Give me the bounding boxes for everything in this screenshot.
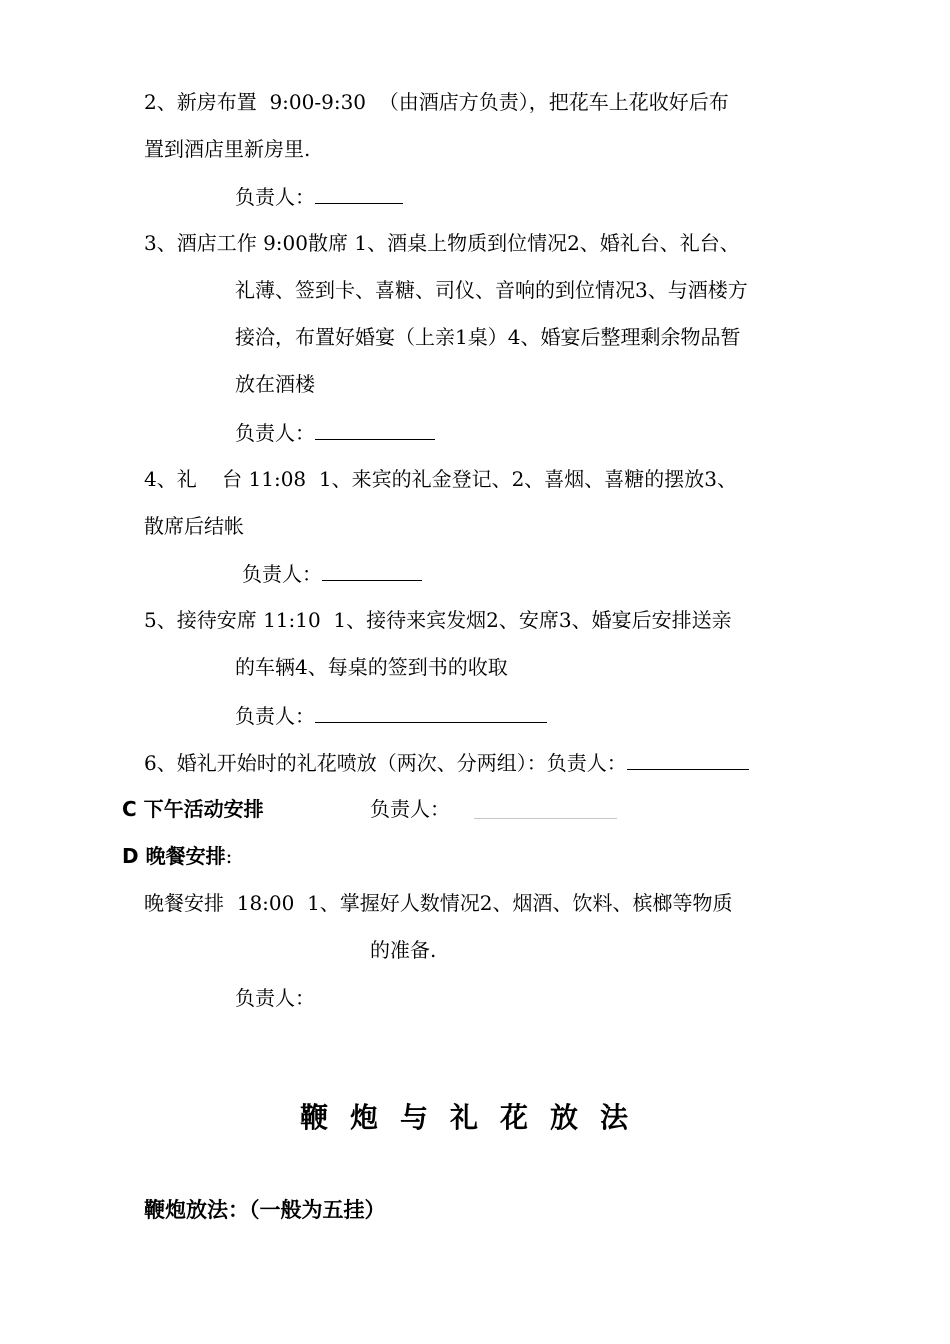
owner-blank <box>315 183 403 204</box>
section-c-title: C 下午活动安排 <box>122 797 264 821</box>
item-2-owner <box>235 183 403 210</box>
section-c-owner-blank <box>474 818 617 819</box>
item-3-line-2: 礼薄、签到卡、喜糖、司仪、音响的到位情况3、与酒楼方 <box>235 278 748 302</box>
item-2-line-1: 2、新房布置 9:00-9:30 （由酒店方负责），把花车上花收好后布 <box>144 90 729 114</box>
item-3-owner <box>235 419 435 446</box>
item-3-line-3: 接洽，布置好婚宴（上亲1桌）4、婚宴后整理剩余物品暂 <box>235 325 741 349</box>
owner-label: 负责人： <box>370 797 450 821</box>
item-5-line-1: 5、接待安席 11:10 1、接待来宾发烟2、安席3、婚宴后安排送亲 <box>144 608 732 632</box>
section-d-owner: 负责人： <box>235 986 315 1010</box>
section-c-owner <box>370 796 450 822</box>
section-d-title: D 晚餐安排 <box>122 844 226 868</box>
owner-blank <box>315 419 435 440</box>
item-3-line-1: 3、酒店工作 9:00散席 1、酒桌上物质到位情况2、婚礼台、礼台、 <box>144 231 740 255</box>
owner-blank <box>322 560 422 581</box>
item-5-line-2: 的车辆4、每桌的签到书的收取 <box>235 655 508 679</box>
item-5-owner <box>235 702 547 729</box>
subheading: 鞭炮放法：（一般为五挂） <box>144 1198 386 1222</box>
section-d-title-line <box>122 843 232 869</box>
section-d-line-1: 晚餐安排 18:00 1、掌握好人数情况2、烟酒、饮料、槟榔等物质 <box>144 891 733 915</box>
item-6-text: 6、婚礼开始时的礼花喷放（两次、分两组）：负责人： <box>144 751 627 775</box>
item-6-line-1 <box>144 749 749 776</box>
owner-label: 负责人： <box>235 185 315 209</box>
owner-label: 负责人： <box>235 421 315 445</box>
section-d-colon: : <box>225 844 233 868</box>
item-3-line-4: 放在酒楼 <box>235 372 315 396</box>
owner-label: 负责人： <box>242 562 322 586</box>
item-4-owner <box>242 560 422 587</box>
section-d-line-2: 的准备. <box>370 938 437 962</box>
item-4-line-1: 4、礼 台 11:08 1、来宾的礼金登记、2、喜烟、喜糖的摆放3、 <box>144 467 738 491</box>
owner-label: 负责人： <box>235 704 315 728</box>
item-4-line-2: 散席后结帐 <box>144 514 244 538</box>
owner-blank <box>627 749 749 770</box>
item-2-line-2: 置到酒店里新房里. <box>144 137 311 161</box>
owner-blank <box>315 702 547 723</box>
heading: 鞭炮与礼花放法 <box>299 1101 650 1134</box>
